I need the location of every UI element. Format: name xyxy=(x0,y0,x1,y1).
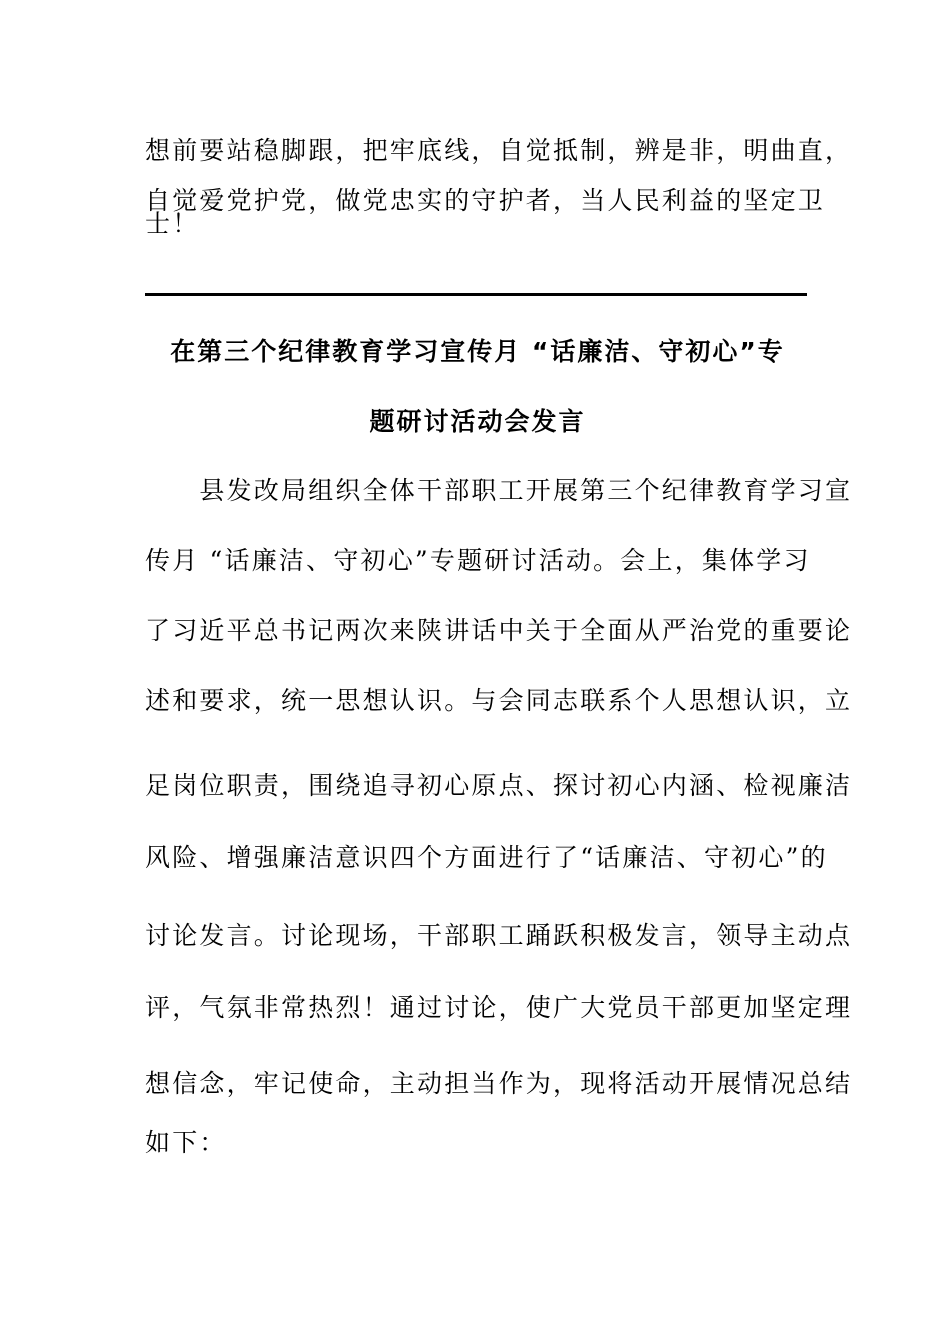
body-line: 如下： xyxy=(145,1128,227,1157)
article-title-line-1: 在第三个纪律教育学习宣传月 “话廉洁、守初心”专 xyxy=(170,337,785,366)
body-line: 了习近平总书记两次来陕讲话中关于全面从严治党的重要论 xyxy=(145,616,853,645)
body-line: 足岗位职责，围绕追寻初心原点、探讨初心内涵、检视廉洁 xyxy=(145,771,853,800)
paragraph-line: 士！ xyxy=(145,209,200,238)
body-line: 县发改局组织全体干部职工开展第三个纪律教育学习宣 xyxy=(145,476,853,505)
body-line: 想信念，牢记使命，主动担当作为，现将活动开展情况总结 xyxy=(145,1069,853,1098)
section-divider xyxy=(145,293,807,296)
body-line: 述和要求，统一思想认识。与会同志联系个人思想认识，立 xyxy=(145,686,853,715)
article-title-line-2: 题研讨活动会发言 xyxy=(369,407,586,436)
paragraph-line: 想前要站稳脚跟，把牢底线，自觉抵制，辨是非，明曲直， xyxy=(145,136,853,165)
body-line: 传月 “话廉洁、守初心”专题研讨活动。会上，集体学习 xyxy=(145,546,811,575)
body-line: 风险、增强廉洁意识四个方面进行了“话廉洁、守初心”的 xyxy=(145,843,828,872)
body-line: 讨论发言。讨论现场，干部职工踊跃积极发言，领导主动点 xyxy=(145,921,853,950)
paragraph-line: 自觉爱党护党，做党忠实的守护者，当人民利益的坚定卫 xyxy=(145,186,826,215)
body-line: 评，气氛非常热烈！通过讨论，使广大党员干部更加坚定理 xyxy=(145,993,853,1022)
